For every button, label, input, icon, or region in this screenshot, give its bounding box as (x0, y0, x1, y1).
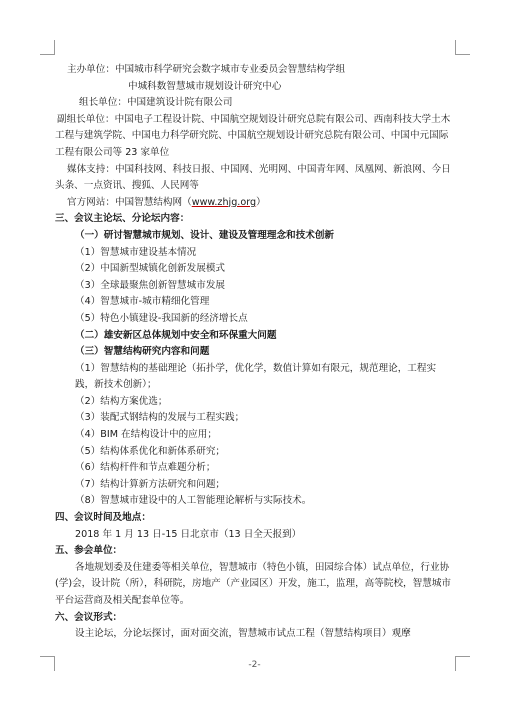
list-item: （7）结构计算新方法研究和问题； (75, 478, 226, 490)
section-3-sub-3: （三）智慧结构研究内容和问题 (75, 346, 210, 358)
organizer-label: 主办单位： (67, 64, 115, 75)
section-3-sub-2: （二）雄安新区总体规划中安全和环保重大问题 (75, 329, 277, 341)
leader-label: 组长单位： (79, 97, 127, 109)
section-4-text: 2018 年 1 月 13 日-15 日北京市（13 日全天报到） (75, 528, 302, 540)
list-item: （2）中国新型城镇化创新发展模式 (75, 263, 226, 275)
corner-mark-top-right (455, 40, 470, 55)
vice-leader-value: 中国电子工程设计院、中国航空规划设计研究总院有限公司、西南科技大学土木工程与建筑学院、中国电力科学研究院、中国航空规划设计研究总院有限公司、中国中元国际工程有限公司等 23 家单位 (55, 113, 451, 158)
list-item: （3）装配式钢结构的发展与工程实践； (75, 412, 245, 424)
section-6-text: 设主论坛，分论坛探讨，面对面交流，智慧城市试点工程（智慧结构项目）观摩 (75, 628, 411, 640)
website-label: 官方网站： (67, 196, 115, 208)
list-item: （8）智慧城市建设中的人工智能理论解析与实际技术。 (75, 495, 312, 507)
organizer-line-1 (55, 62, 455, 79)
document-body (55, 62, 455, 643)
section-6-title: 六、会议形式： (55, 611, 123, 623)
section-3-title: 三、会议主论坛、分论坛内容： (55, 213, 190, 225)
page-number: -2- (248, 660, 261, 670)
list-item: （4）智慧城市-城市精细化管理 (75, 296, 210, 308)
list-item: （5）结构体系优化和新体系研究； (75, 445, 226, 457)
website-close: ） (256, 196, 266, 208)
media-paragraph (55, 162, 455, 195)
leader-line (55, 95, 455, 112)
list-item: （1）智慧城市建设基本情况 (75, 246, 197, 258)
media-value: 中国科技网、科技日报、中国网、光明网、中国青年网、凤凰网、新浪网、今日头条、一点资讯、搜狐、人民网等 (55, 163, 451, 192)
vice-leader-label: 副组长单位： (57, 113, 115, 125)
organizer-value-1: 中国城市科学研究会数字城市专业委员会智慧结构学组 (114, 64, 346, 75)
section-3-sub-1: （一）研讨智慧城市规划、设计、建设及管理理念和技术创新 (75, 229, 335, 241)
list-item: （1）智慧结构的基础理论（拓扑学，优化学，数值计算如有限元，规范理论，工程实践，新技术创新）； (75, 362, 437, 391)
organizer-line-2: 中城科数智慧城市规划设计研究中心 (128, 80, 282, 92)
website-link[interactable]: www.zhjg.org (191, 196, 257, 208)
vice-leader-paragraph (55, 112, 455, 162)
list-item: （2）结构方案优选； (75, 395, 168, 407)
corner-mark-top-left (40, 40, 55, 55)
leader-value: 中国建筑设计院有限公司 (126, 97, 233, 109)
section-5-text: 各地规划委及住建委等相关单位，智慧城市（特色小镇，田园综合体）试点单位，行业协(学)会，设计院（所），科研院，房地产（产业园区）开发，施工，监理，高等院校，智慧城市平台运营商及相关配套单位等。 (55, 561, 452, 606)
section-4-title: 四、会议时间及地点： (55, 512, 151, 524)
list-item: （5）特色小镇建设-我国新的经济增长点 (75, 312, 248, 324)
section-5-title: 五、参会单位： (55, 545, 123, 557)
website-text: 中国智慧结构网（ (114, 196, 192, 208)
list-item: （6）结构杆件和节点难题分析； (75, 462, 216, 474)
list-item: （4）BIM 在结构设计中的应用； (75, 429, 217, 441)
media-label: 媒体支持： (67, 163, 115, 175)
website-line (55, 195, 455, 212)
list-item: （3）全球最聚焦创新智慧城市发展 (75, 279, 226, 291)
